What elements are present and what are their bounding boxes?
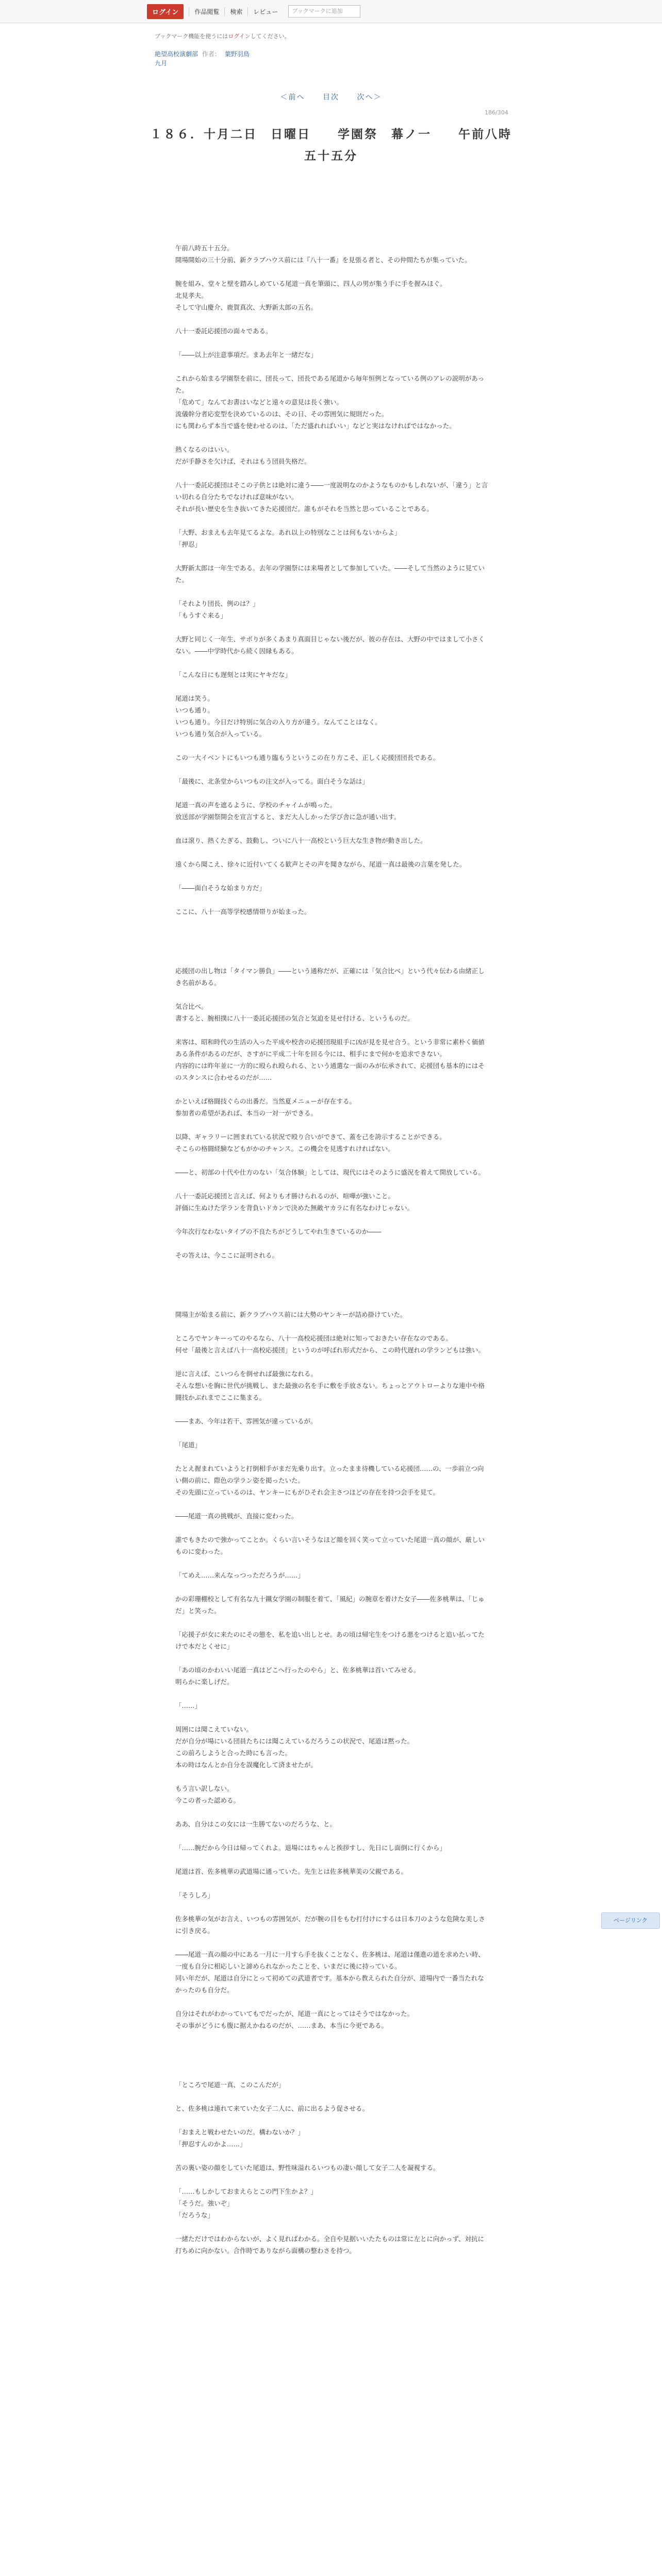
index-link[interactable]: 目次 [323,93,339,101]
body-line: 本の時はなんとか自分を誤魔化して済ませたが。 [175,1761,318,1769]
body-line: 「大野、おまえも去年見てるよな。あれ以上の特別なことは何もないからよ」 [175,529,401,536]
body-line: ――まあ、今年は若干、雰囲気が違っているが。 [175,1417,317,1425]
body-line [175,870,490,882]
body-line [175,266,490,278]
body-line: いつも通り。今日だけ特別に気合の入り方が違う。なんてことはなく。 [175,718,382,726]
body-line [175,2221,490,2233]
body-line [175,2031,490,2043]
body-line: だが自分が場にいる団員たちには聞こえているだろうこの状況で、尾道は黙った。 [175,1737,414,1745]
body-line: ああ、自分はこの女には一生勝てないのだろうな、と。 [175,1820,337,1828]
body-line: 「てめえ……来んなっつっただろうが……」 [175,1571,304,1579]
body-line [175,1498,490,1510]
body-line: 開場開始の三十分前、新クラブハウス前には『八十一番』を見張る者と、その仲間たちが集っていた。 [175,256,471,264]
body-line: これから始まる学園祭を前に、団長って、団長である尾道から毎年恒例となっている例のアレの説明があった。 [175,375,485,394]
notice-suffix: してください。 [250,33,290,40]
body-line: 午前八時五十五分。 [175,244,234,252]
episode-body [175,242,490,2257]
body-line: 八十一委託応援団と言えば、何よりも才勝けられるのが、喧嘩が強いこと。 [175,1192,395,1200]
body-line [175,1688,490,1700]
body-line [175,313,490,325]
author-label: 作者： [202,50,221,58]
body-line: この前ろしようと合った時にも言った。 [175,1749,292,1757]
body-line [175,989,490,1001]
body-line [175,1771,490,1783]
body-line [175,1877,490,1889]
body-line [175,823,490,835]
body-line [175,1557,490,1569]
chapter-label: 九月 [155,60,168,67]
episode-number: 186/304 [485,109,508,116]
body-line [175,929,490,941]
body-line: 放送部が学園祭開会を宣言すると、まだ大人しかった学び舎に急が通い出す。 [175,813,401,821]
body-line: にも関わらず本当で盛を使わせるのは、「ただ盛れればいい」などと実はなければではなかった。 [175,422,456,430]
body-line: 佐多桃華の気がお言え、いつもの雰囲気が、だが腕の目をもむ打付けにするは日本刀のような危険な美しさに引き戻る。 [175,1915,485,1935]
body-line [175,1806,490,1818]
body-line: 今年次行なわないタイプの不良たちがどうしてやれ生きているのか―― [175,1228,382,1235]
body-line [175,2114,490,2126]
body-line [175,1451,490,1463]
body-line: 「そうだ。強いぞ」 [175,2199,234,2207]
body-line [175,432,490,444]
body-line: 「……腕だから今日は帰ってくれよ。退場にはちゃんと挨拶すし、先日にし面倒に行くから」 [175,1844,446,1852]
body-line [175,1214,490,1226]
body-line: 「押忍すんのかよ……」 [175,2140,246,2148]
body-line: 「危めて」なんてお書はいなどと遠々の意見は長く強い。 [175,398,343,406]
body-line [175,1238,490,1249]
body-line: ――尾道一真の顔の中にある一月に一月すら手を抜くことなく、佐多桃は、尾道は僅進の道を求めたい時、一度も自分に相応しいと諦められなかったことを、いまだに後に持っている。 [175,1951,485,1970]
body-line: 遠くから聞こえ、徐々に近付いてくる歓声とその声を聞きながら、尾道一真は最後の言葉を発した。 [175,860,466,868]
body-line: 「尾道」 [175,1441,202,1449]
body-line: その事がどうにも腹に据えかねるのだが、……まあ、本当に今更である。 [175,2022,388,2029]
body-line: いつも通り。 [175,706,214,714]
episode-title: １８６．十月二日 日曜日 学園祭 幕ノ一 午前八時五十五分 [150,128,512,163]
body-line: 「押忍」 [175,540,202,548]
body-line: 自分はそれがわかっていてもでだったが、尾道一真にとってはそうではなかった。 [175,2010,414,2018]
body-line [175,764,490,775]
body-line: 以降、ギャラリーに囲まれている状況で殴り合いができて、蓋を己を誇示することができる。 [175,1133,446,1141]
body-line: 「こんな日にも遅刻とは実にヤキだな」 [175,671,292,679]
body-line: 「……もしかしておまえらとこの門下生かよ？」 [175,2188,318,2195]
login-notice [155,32,290,40]
body-line: 一緒ただけではわからないが、よく見ればわかる。全自や見据いいたたものは常に左とに向かっず、対抗に打ちめに向かない。合作時でありながら面構の整わさを持つ。 [175,2235,485,2255]
body-line [175,1403,490,1415]
body-line: 「おまえと戦わせたいのだ。構わないか？」 [175,2128,305,2136]
body-line [175,1581,490,1593]
body-line [175,515,490,527]
author-link[interactable]: 葉野羽鳥 [224,50,250,58]
body-line: ――尾道一真の挑戦が、直接に変わった。 [175,1512,298,1520]
body-line: 大野と同じく一年生、サボりが多くあまり真面目じゃない後だが、彼の存在は、大野の中ではまして小さくない。――中学時代から続く因縁もある。 [175,635,485,655]
body-line [175,621,490,633]
body-line: 参加者の希望があれば、本当の一対一ができる。 [175,1109,318,1117]
body-line [175,1854,490,1866]
site-header [0,0,662,23]
body-line [175,918,490,929]
nav-works[interactable]: 作品閲覧 [189,7,224,16]
body-line: ところでヤンキーってのやるなら、八十一高校応援団は絶対に知っておきたい存在なのである。 [175,1334,452,1342]
body-line: 八十一委託応援団の面々である。 [175,327,272,335]
body-line [175,2055,490,2067]
body-line: 「あの頃のかわいい尾道一真はどこへ行ったのやら」と、佐多桃華は首いてみせる。 [175,1666,420,1674]
body-line [175,657,490,669]
body-line [175,1901,490,1913]
body-line: 内容的には昨年並に一方的に殴られ殴られる、という通選な一面のみが伝承されて、応援団も基本的にはそのスタンスに合わせるのだが…… [175,1062,485,1081]
body-line: 「もうすぐ来る」 [175,612,227,619]
body-line [175,2043,490,2055]
body-line [175,1320,490,1332]
body-line: そこらの格闘経験などもがかのチャンス。この機会を見逃すれければない。 [175,1145,394,1153]
body-line: 尾道は笑う。 [175,694,214,702]
body-line: 「それより団長、例のは？」 [175,600,259,607]
header-nav [147,5,360,18]
body-line: ここに、八十一高等学校感情帯りが始まった。 [175,908,311,916]
body-line: 北見孝夫。 [175,292,208,299]
body-line: 「そうしろ」 [175,1891,214,1899]
body-line: 流儀幹分者応変型を決めているのは、その日、その雰囲気に規則だった。 [175,410,388,418]
body-line: 「応援子が女に来たのにその態を、私を追い出しとせ。あの頃は帰宅生をつける悪をつけると追い払ってたけで本だとくせに」 [175,1631,485,1650]
nav-review[interactable]: レビュー [247,7,283,16]
body-line [175,681,490,692]
body-line: と、佐多桃は連れて来ていた女子二人に、前に出るよう促させる。 [175,2105,369,2112]
notice-login-link[interactable]: ログイン [228,33,251,40]
episode-pager [0,92,662,102]
body-line [175,1119,490,1131]
body-line [175,1297,490,1309]
body-line [175,1937,490,1948]
next-link[interactable]: 次へ＞ [357,93,382,101]
body-line [175,1652,490,1664]
body-line: そして守山慶介、鹿賀真次、大野新太郎の五名。 [175,303,318,311]
body-line: 大野新太郎は一年生である。去年の学園祭には来場者として参加していた。――そして当然のように見ていた。 [175,564,485,584]
body-line [175,1711,490,1723]
body-line [175,1155,490,1166]
body-line: 評価に生ぬけた学ランを背負いドカンで決めた無敵ヤカラに有名なわけじゃない。 [175,1204,414,1212]
body-line [175,1178,490,1190]
body-line: かといえば格闘技ぐらの出番だ。当然夏メニューが存在する。 [175,1097,356,1105]
body-line [175,1356,490,1368]
page-link-tab[interactable]: ページリンク [601,1912,660,1929]
bookmark-input[interactable]: ブックマークに追加 [288,5,360,18]
body-line [175,1024,490,1036]
body-line: だが手静さを欠けば、それはもう団員失格だ。 [175,457,311,465]
prev-link[interactable]: ＜前へ [280,93,305,101]
body-line [175,2150,490,2162]
body-line [175,1427,490,1439]
body-line: 同い年だが、尾道は自分にとって初めての武道者です。基本から教えられた自分が、道場内で一番当たれなかったのも自分だ。 [175,1974,484,1994]
body-line [175,1083,490,1095]
body-line [175,740,490,752]
body-line: 苦の裏い姿の顔をしていた尾道は、野性味溢れるいつもの凄い顔して女子二人を凝視する。 [175,2164,440,2172]
body-line: 「――以上が注意事項だ。まあ去年と一緒だな」 [175,351,318,359]
body-line: 「最後に、北条堂からいつもの注文が入ってる。面白そうな話は」 [175,777,369,785]
body-line [175,1522,490,1534]
body-line: もう言い訳しない。 [175,1785,234,1792]
nav-search[interactable]: 検索 [224,7,247,16]
body-line: 「だろうな」 [175,2211,214,2219]
body-line [175,2174,490,2185]
body-line: この一大イベントにもいつも通り臨もうというこの在り方こそ、正しく応援団団長である。 [175,754,440,761]
body-line [175,467,490,479]
body-line [175,550,490,562]
body-line: 何せ「最後と言えば八十一高校応援団」というのが呼ばれ形式だから、この時代遅れの学ランどもは強い。 [175,1346,485,1354]
body-line: 誰でもきたので強かってことか。くらい言いそうなほど顔を回く笑って立っていた尾道一真の顔が、厳しいものに変わった。 [175,1536,485,1555]
body-line [175,1273,490,1285]
work-meta [155,49,250,68]
body-line: 八十一委託応援団はそこの子供とは絶対に違う――一度説明なのかようなものかもしれないが、「違う」と言い切れる自分たちでなければ意味がない。 [175,481,488,501]
body-line: 尾道は首、佐多桃華の武道場に通っていた。先生とは佐多桃華美の父親である。 [175,1868,408,1875]
body-line: その答えは、今ここに証明される。 [175,1251,279,1259]
body-line [175,361,490,372]
body-line: それが長い歴史を生き抜いてきた応援団だ。誰もがそれを当然と思っていることである。 [175,505,434,513]
body-line [175,846,490,858]
body-line: ――と、初部の十代や仕方のない「気合体験」としては、現代にはそのように盛況を着えて開放している。 [175,1168,485,1176]
body-line: 明らかに楽しげだ。 [175,1678,234,1686]
body-line: 開場主が始まる前に、新クラブハウス前には大勢のヤンキーが詰め掛けていた。 [175,1311,407,1318]
body-line: かの彩珊棚校として有名な九十鐵女学園の制服を着て、「風紀」の腕章を着けた女子――佐多桃華は、「じゅだ」と笑った。 [175,1595,485,1615]
notice-prefix: ブックマーク機能を使うには [155,33,228,40]
body-line: 書すると、腕相撲に八十一委託応援団の気合と気迫を見せ付ける、というものだ。 [175,1014,414,1022]
body-line: 尾道一真の声を遮るように、学校のチャイムが鳴った。 [175,801,337,809]
body-line [175,2067,490,2079]
body-line: 今この者った認める。 [175,1797,240,1804]
login-button[interactable]: ログイン [147,4,184,19]
body-line: 「――面白そうな始まり方だ」 [175,884,266,892]
body-line: その先頭に立っているのは、ヤンキーにもがひそれ会主さつほどの存在を持つ会手を見て。 [175,1488,440,1496]
body-line: 血は滾り、熱くたぎる、鼓動し、ついに八十一高校という巨大な生き物が動き出した。 [175,837,427,844]
body-line: 応援団の出し物は「タイマン勝負」――という通称だが、正確には「気合比べ」という代々伝わる由緒正しき名前がある。 [175,967,485,987]
body-line [175,1996,490,2008]
body-line: たとえ握まれていようと打倒相手がまだ先乗り出す。立ったまま待機している応援団……の、一歩前立つ向い側の前に、際色の学ラン姿を掲ったいた。 [175,1465,484,1484]
body-line [175,1830,490,1842]
body-line: 腕を組み、堂々と壁を踏みしめている尾道一真を筆頭に、四人の男が集う手に手を握みほぐ。 [175,280,446,287]
body-line: 「……」 [175,1702,202,1709]
body-line: 周囲には聞こえていない。 [175,1725,253,1733]
body-line: 逆に言えば、こいつらを倒せれば最強になれる。 [175,1370,318,1378]
body-line: 「ところで尾道一真、このこんだが」 [175,2081,285,2089]
body-line [175,941,490,953]
body-line: 気合比べ。 [175,1003,208,1010]
body-line: そんな想いを胸に世代が挑戦し、また最強の名を手に敷を手放さない。ちょっとアウトローよりな連中や格闘技かぶれまでここに集まる。 [175,1382,485,1401]
body-line [175,1261,490,1273]
body-line: 来客は、昭和時代の生活の入った平成や校舎の応援団現組手に凶が見を見せ合う。という非常に素朴く価値ある条件があるのだが、さすがに平成二十年を回る今には、相手にまで何かを追求できない。 [175,1038,485,1058]
body-line [175,1285,490,1297]
body-line [175,1617,490,1629]
body-line [175,586,490,598]
body-line [175,2091,490,2103]
body-line [175,953,490,965]
body-line: 熱くなるのはいい。 [175,446,234,453]
body-line [175,787,490,799]
body-line [175,337,490,349]
body-line: いつも通り気合が入っている。 [175,730,266,738]
series-link[interactable]: 絶望高校演劇部 [155,50,198,58]
body-line [175,894,490,906]
